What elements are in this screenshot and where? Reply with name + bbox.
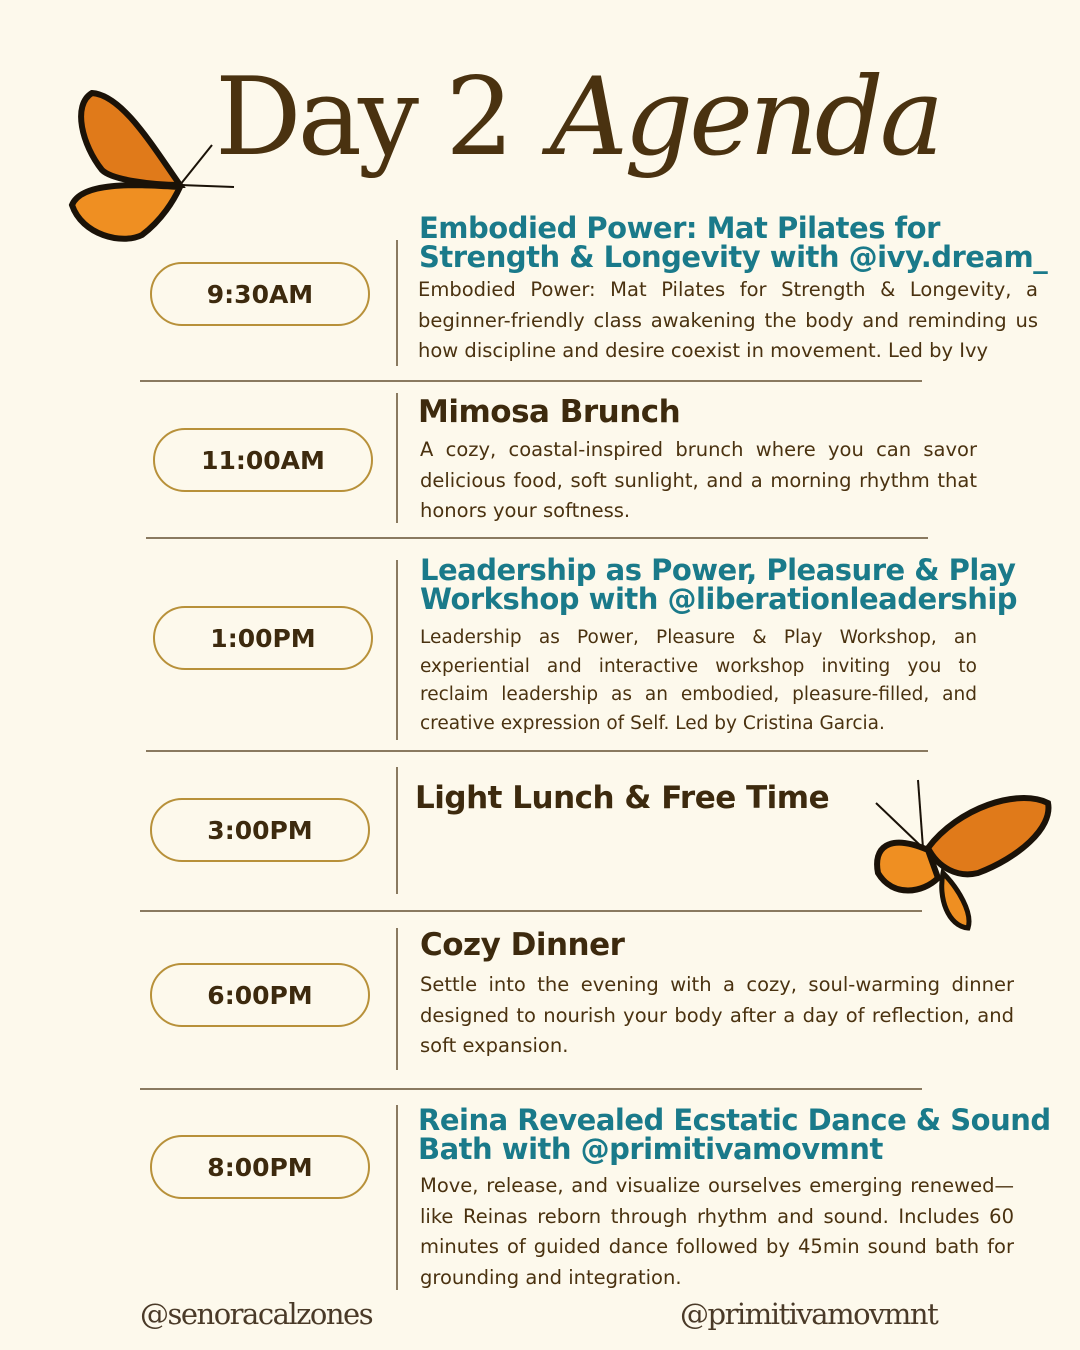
- divider: [396, 1105, 398, 1290]
- divider: [146, 750, 928, 752]
- event-description: A cozy, coastal-inspired brunch where you can savor delicious food, soft sunlight, and a morning rhythm that honors your softness.: [420, 438, 977, 522]
- divider: [140, 1088, 922, 1090]
- footer-handle-right: @primitivamovmnt: [680, 1297, 938, 1331]
- event-description: Embodied Power: Mat Pilates for Strength & Longevity, a beginner-friendly class awakening the body and reminding us how discipline and desire coexist in movement. Led by Ivy: [418, 278, 1038, 362]
- event-title: Embodied Power: Mat Pilates for Strength & Longevity with @ivy.dream_: [419, 211, 1048, 274]
- event-description: Leadership as Power, Pleasure & Play Workshop, an experiential and interactive workshop inviting you to reclaim leadership as an embodied, pleasure-filled, and creative expression of Self. Led by Cristina Garcia.: [420, 627, 977, 734]
- event-title: Mimosa Brunch: [418, 394, 681, 430]
- time-pill: 8:00PM: [150, 1135, 370, 1199]
- divider: [140, 380, 922, 382]
- divider: [146, 537, 928, 539]
- event-description: Move, release, and visualize ourselves emerging renewed—like Reinas reborn through rhythm and sound. Includes 60 minutes of guided dance followed by 45min sound bath for grounding and integration.: [420, 1174, 1014, 1289]
- butterfly-icon: [62, 85, 237, 250]
- title-agenda: Agenda: [550, 55, 941, 180]
- time-pill: 1:00PM: [153, 606, 373, 670]
- event-title: Leadership as Power, Pleasure & Play Workshop with @liberationleadership: [420, 553, 1018, 616]
- divider: [396, 767, 398, 894]
- page-title: [215, 55, 940, 180]
- divider: [140, 910, 922, 912]
- event-title: Light Lunch & Free Time: [415, 780, 830, 816]
- time-pill: 11:00AM: [153, 428, 373, 492]
- time-pill: 9:30AM: [150, 262, 370, 326]
- divider: [396, 240, 398, 366]
- divider: [396, 560, 398, 740]
- time-pill: 3:00PM: [150, 798, 370, 862]
- time-pill: 6:00PM: [150, 963, 370, 1027]
- title-day: Day 2: [215, 55, 511, 180]
- footer-handle-left: @senoracalzones: [140, 1297, 373, 1331]
- divider: [396, 393, 398, 523]
- event-title: Reina Revealed Ecstatic Dance & Sound Bath with @primitivamovmnt: [418, 1103, 1051, 1166]
- divider: [396, 928, 398, 1070]
- event-description: Settle into the evening with a cozy, soul-warming dinner designed to nourish your body after a day of reflection, and soft expansion.: [420, 973, 1014, 1057]
- event-title: Cozy Dinner: [420, 927, 625, 963]
